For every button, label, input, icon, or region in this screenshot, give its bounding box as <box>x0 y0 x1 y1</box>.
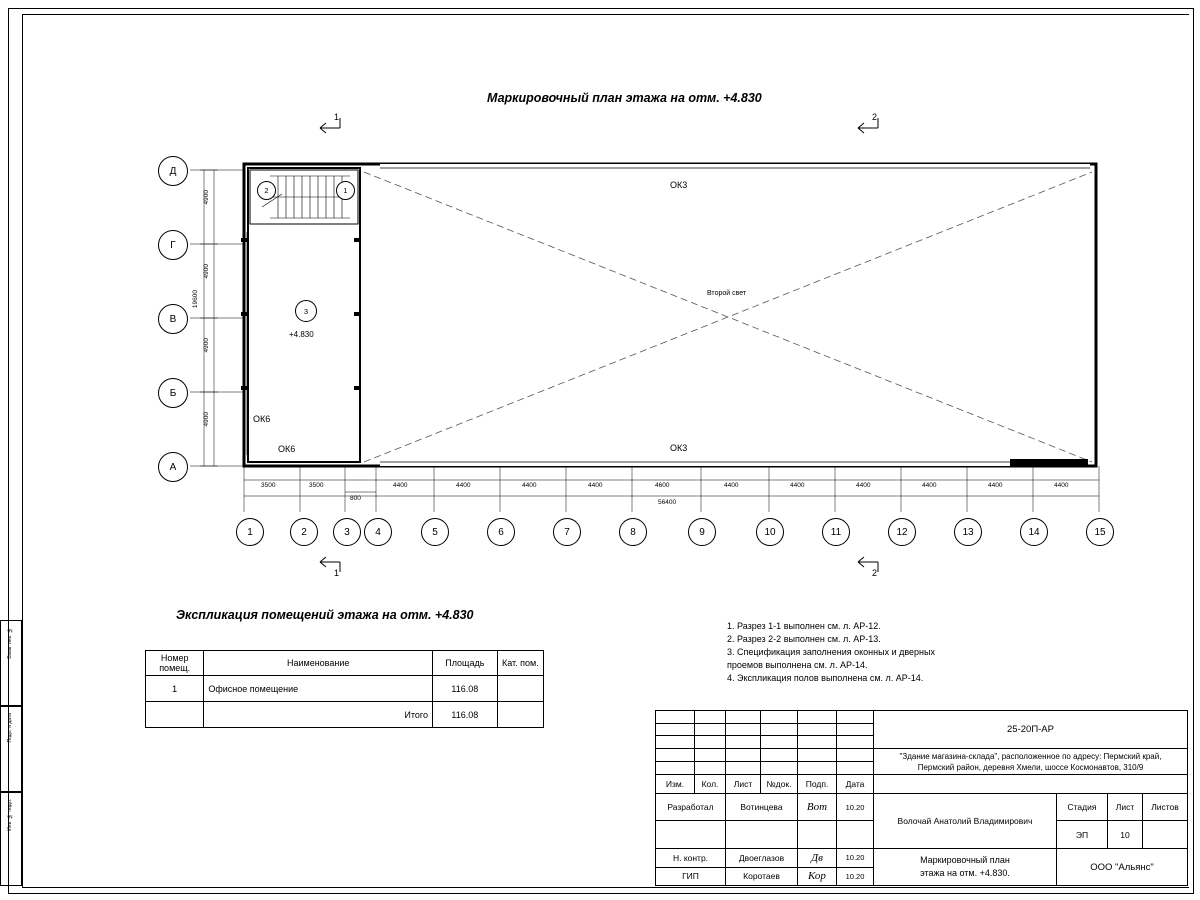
th-number: Номер помещ. <box>146 651 204 676</box>
dim-vertical-2 <box>203 264 210 278</box>
stamp-empty <box>726 711 761 724</box>
dim-h-5: 4400 <box>522 482 537 489</box>
stamp-empty <box>761 723 798 736</box>
stamp-date-developer: 10.20 <box>837 793 874 821</box>
axis-circle-a: А <box>158 452 188 482</box>
stamp-role-developer: Разработал <box>656 793 726 821</box>
dim-h-small: 800 <box>350 495 361 502</box>
title-block <box>655 710 1188 886</box>
stamp-empty <box>656 821 726 849</box>
object-line-1: "Здание магазина-склада", расположенное по адресу: Пермский край, <box>899 751 1162 761</box>
stamp-name-developer: Вотинцева <box>726 793 798 821</box>
window-label-ok6-bottom: ОК6 <box>278 444 296 454</box>
dim-h-11: 4400 <box>922 482 937 489</box>
dim-vertical-3 <box>203 338 210 352</box>
note-item: 2. Разрез 2-2 выполнен см. л. АР-13. <box>727 634 881 644</box>
axis-circle-13: 13 <box>954 518 982 546</box>
stair-bubble-1: 1 <box>336 181 355 200</box>
exploded-table-title: Экспликация помещений этажа на отм. +4.830 <box>176 608 474 622</box>
dim-h-7: 4600 <box>655 482 670 489</box>
drawing-title-line-2: этажа на отм. +4.830. <box>920 868 1010 879</box>
dim-h-4: 4400 <box>456 482 471 489</box>
dim-h-3: 4400 <box>393 482 408 489</box>
section-mark-1-bottom: 1 <box>334 568 340 578</box>
axis-circle-15: 15 <box>1086 518 1114 546</box>
cell-empty-2 <box>497 702 543 728</box>
section-mark-2-top: 2 <box>872 112 878 122</box>
axis-circle-4: 4 <box>364 518 392 546</box>
stamp-sheets-value <box>1143 821 1188 849</box>
stamp-empty <box>798 821 837 849</box>
section-mark-1-top: 1 <box>334 112 340 122</box>
cell-empty <box>146 702 204 728</box>
room-level-mark: +4.830 <box>289 330 314 339</box>
dim-h-2: 3500 <box>309 482 324 489</box>
dim-vertical-4 <box>203 412 210 426</box>
note-item: 4. Экспликация полов выполнена см. л. АР-14. <box>727 673 924 683</box>
stamp-empty <box>837 748 874 761</box>
cell-number: 1 <box>146 676 204 702</box>
stamp-empty <box>837 711 874 724</box>
axis-circle-14: 14 <box>1020 518 1048 546</box>
exploded-table <box>145 650 544 728</box>
note-item: проемов выполнена см. л. АР-14. <box>727 660 868 670</box>
axis-circle-g: Г <box>158 230 188 260</box>
total-area: 116.08 <box>433 702 498 728</box>
dim-h-6: 4400 <box>588 482 603 489</box>
axis-circle-d: Д <box>158 156 188 186</box>
cell-cat <box>497 676 543 702</box>
axis-circle-12: 12 <box>888 518 916 546</box>
dim-text: 4900 <box>203 264 210 279</box>
stamp-sign-developer: Вот <box>798 793 837 821</box>
axis-circle-1: 1 <box>236 518 264 546</box>
stamp-empty <box>798 736 837 749</box>
window-label-ok3-top: ОК3 <box>670 180 688 190</box>
stamp-col-podp: Подп. <box>798 775 837 793</box>
total-label: Итого <box>204 702 433 728</box>
stamp-role-gip: ГИП <box>656 867 726 886</box>
dim-text: 4900 <box>203 190 210 205</box>
stamp-stage-label: Стадия <box>1057 793 1108 821</box>
dim-h-13: 4400 <box>1054 482 1069 489</box>
note-item: 1. Разрез 1-1 выполнен см. л. АР-12. <box>727 621 881 631</box>
stamp-name-norm: Двоеглазов <box>726 849 798 867</box>
stamp-col-list: Лист <box>726 775 761 793</box>
stamp-empty <box>798 711 837 724</box>
axis-circle-7: 7 <box>553 518 581 546</box>
room-number-bubble: 3 <box>295 300 317 322</box>
dim-h-10: 4400 <box>856 482 871 489</box>
axis-circle-5: 5 <box>421 518 449 546</box>
dim-h-9: 4400 <box>790 482 805 489</box>
left-margin-cell <box>0 792 22 886</box>
stamp-sheet-value: 10 <box>1108 821 1143 849</box>
stamp-empty <box>695 711 726 724</box>
axis-circle-6: 6 <box>487 518 515 546</box>
stamp-chief: Волочай Анатолий Владимирович <box>874 793 1057 848</box>
axis-circle-8: 8 <box>619 518 647 546</box>
stamp-object <box>874 748 1188 774</box>
stamp-drawing-title <box>874 849 1057 886</box>
stamp-empty <box>656 748 695 761</box>
stamp-empty <box>761 748 798 761</box>
th-area: Площадь <box>433 651 498 676</box>
stamp-empty <box>656 723 695 736</box>
stamp-col-izm: Изм. <box>656 775 695 793</box>
drawing-title-line-1: Маркировочный план <box>920 855 1010 866</box>
stamp-empty <box>837 821 874 849</box>
section-mark-2-bottom: 2 <box>872 568 878 578</box>
dim-vertical-total <box>192 290 199 308</box>
plan-title: Маркировочный план этажа на отм. +4.830 <box>487 91 762 105</box>
stamp-empty <box>837 762 874 775</box>
left-margin-cell <box>0 706 22 792</box>
left-margin-cell <box>0 620 22 706</box>
stamp-empty <box>695 762 726 775</box>
stamp-empty <box>837 723 874 736</box>
table-total-row <box>146 702 544 728</box>
table-header-row <box>146 651 544 676</box>
stamp-empty <box>761 736 798 749</box>
stamp-empty <box>695 748 726 761</box>
stamp-empty <box>761 762 798 775</box>
stamp-empty <box>798 762 837 775</box>
stamp-empty <box>726 762 761 775</box>
stamp-empty <box>798 748 837 761</box>
stamp-empty <box>874 775 1188 793</box>
stamp-col-ndok: №док. <box>761 775 798 793</box>
second-light-label: Второй свет <box>707 290 747 297</box>
stamp-col-data: Дата <box>837 775 874 793</box>
stamp-empty <box>726 748 761 761</box>
th-cat: Кат. пом. <box>497 651 543 676</box>
stamp-col-kol: Кол. <box>695 775 726 793</box>
stamp-company: ООО "Альянс" <box>1057 849 1188 886</box>
stamp-empty <box>656 736 695 749</box>
axis-circle-10: 10 <box>756 518 784 546</box>
stamp-date-gip: 10.20 <box>837 867 874 886</box>
stamp-empty <box>695 736 726 749</box>
dim-h-total: 56400 <box>658 499 677 506</box>
stamp-name-gip: Коротаев <box>726 867 798 886</box>
stamp-sheet-label: Лист <box>1108 793 1143 821</box>
dim-h-8: 4400 <box>724 482 739 489</box>
axis-circle-v: В <box>158 304 188 334</box>
window-label-ok3-bottom: ОК3 <box>670 443 688 453</box>
stamp-sheets-label: Листов <box>1143 793 1188 821</box>
axis-circle-2: 2 <box>290 518 318 546</box>
stamp-date-norm: 10.20 <box>837 849 874 867</box>
left-margin-cell-label: Подп. и дата <box>7 713 13 743</box>
axis-circle-11: 11 <box>822 518 850 546</box>
axis-circle-3: 3 <box>333 518 361 546</box>
left-margin-cell-label: Инв. № подл. <box>7 799 13 831</box>
cell-area: 116.08 <box>433 676 498 702</box>
stamp-sign-gip: Кор <box>798 867 837 886</box>
th-name: Наименование <box>204 651 433 676</box>
dim-h-12: 4400 <box>988 482 1003 489</box>
dim-text: 4900 <box>203 338 210 353</box>
stair-bubble-2: 2 <box>257 181 276 200</box>
stamp-empty <box>656 711 695 724</box>
cell-name: Офисное помещение <box>204 676 433 702</box>
stamp-empty <box>726 736 761 749</box>
stamp-empty <box>798 723 837 736</box>
window-label-ok6-left: ОК6 <box>253 414 271 424</box>
stamp-code: 25-20П-АР <box>874 711 1188 749</box>
left-margin-cell-label: Взам. инв. № <box>7 627 13 659</box>
dim-text: 4900 <box>203 412 210 427</box>
stamp-empty <box>726 723 761 736</box>
dim-text: 19600 <box>192 290 199 309</box>
stamp-role-norm: Н. контр. <box>656 849 726 867</box>
table-row <box>146 676 544 702</box>
stamp-empty <box>761 711 798 724</box>
stamp-sign-norm: Дв <box>798 849 837 867</box>
object-line-2: Пермский район, деревня Хмели, шоссе Космонавтов, 310/9 <box>917 762 1144 772</box>
notes-block <box>727 620 1057 685</box>
dim-vertical-1 <box>203 190 210 204</box>
stamp-empty <box>656 762 695 775</box>
note-item: 3. Спецификация заполнения оконных и дверных <box>727 647 935 657</box>
dim-h-1: 3500 <box>261 482 276 489</box>
stamp-stage-value: ЭП <box>1057 821 1108 849</box>
stamp-empty <box>726 821 798 849</box>
left-margin-strip <box>0 620 22 886</box>
stamp-empty <box>837 736 874 749</box>
stamp-empty <box>695 723 726 736</box>
axis-circle-9: 9 <box>688 518 716 546</box>
axis-circle-b: Б <box>158 378 188 408</box>
